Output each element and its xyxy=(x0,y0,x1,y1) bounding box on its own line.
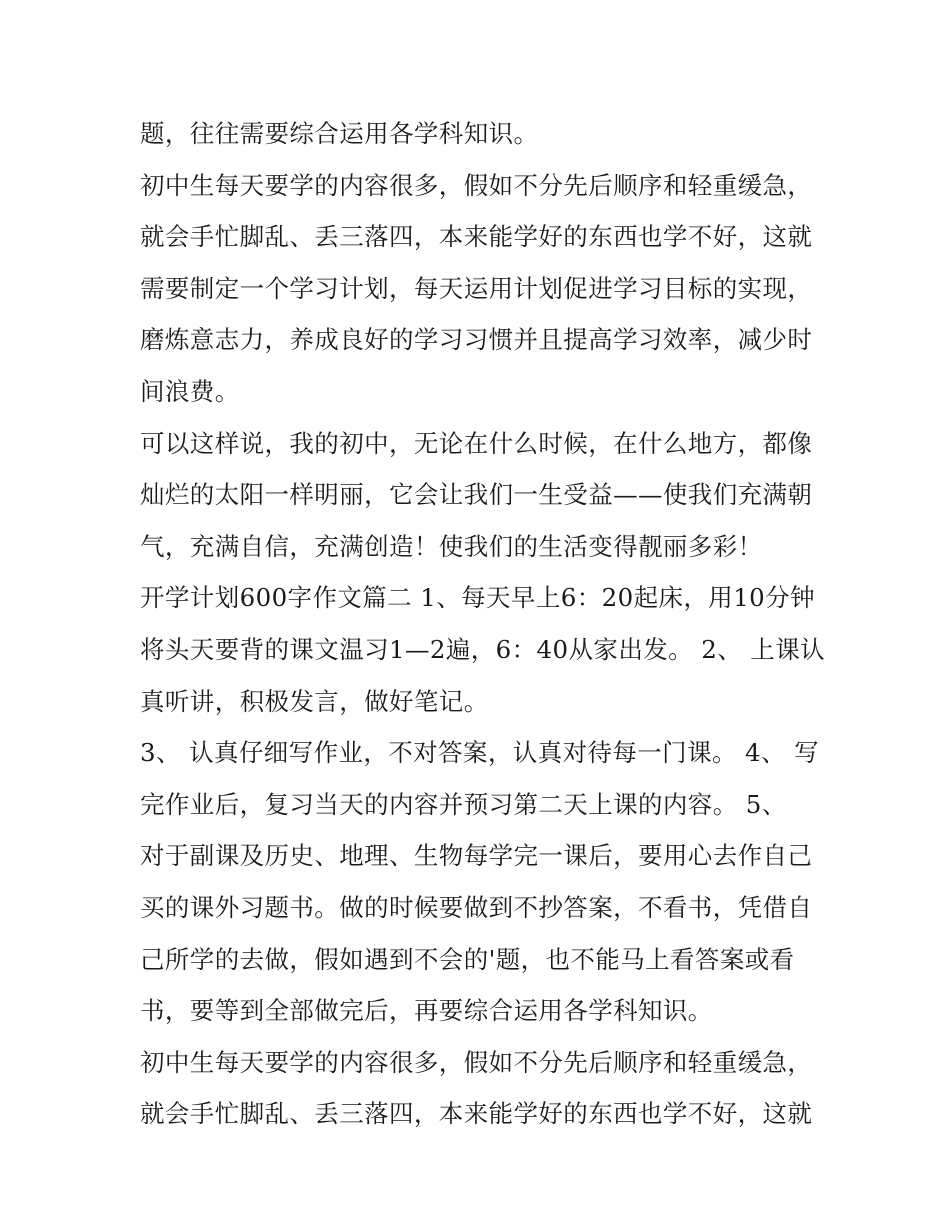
text-line: 买的课外习题书。做的时候要做到不抄答案，不看书，凭借自 xyxy=(140,892,813,922)
text-line: 对于副课及历史、地理、生物每学完一课后，要用心去作自己 xyxy=(140,841,813,871)
text-line: 初中生每天要学的内容很多，假如不分先后顺序和轻重缓急， xyxy=(140,1047,813,1077)
text-line: 3、 认真仔细写作业，不对答案，认真对待每一门课。 4、 写 xyxy=(140,738,820,768)
text-line: 就会手忙脚乱、丢三落四，本来能学好的东西也学不好，这就 xyxy=(140,222,813,252)
text-line: 真听讲，积极发言，做好笔记。 xyxy=(140,686,489,716)
text-line: 题，往往需要综合运用各学科知识。 xyxy=(140,119,539,148)
text-line: 磨炼意志力，养成良好的学习习惯并且提高学习效率，减少时 xyxy=(140,325,813,355)
text-line: 需要制定一个学习计划，每天运用计划促进学习目标的实现， xyxy=(140,273,813,303)
text-line: 可以这样说，我的初中，无论在什么时候，在什么地方，都像 xyxy=(140,428,813,458)
text-line: 就会手忙脚乱、丢三落四，本来能学好的东西也学不好，这就 xyxy=(140,1099,813,1129)
text-line: 间浪费。 xyxy=(140,376,240,406)
text-line: 初中生每天要学的内容很多，假如不分先后顺序和轻重缓急， xyxy=(140,170,813,200)
text-line: 完作业后，复习当天的内容并预习第二天上课的内容。 5、 xyxy=(140,789,787,819)
text-line: 开学计划600字作文篇二 1、每天早上6：20起床，用10分钟 xyxy=(140,583,815,613)
document-body xyxy=(140,108,825,1140)
text-line: 气，充满自信，充满创造！使我们的生活变得靓丽多彩！ xyxy=(140,531,763,561)
text-line: 将头天要背的课文温习1—2遍，6：40从家出发。 2、 上课认 xyxy=(140,634,825,664)
text-line: 己所学的去做，假如遇到不会的'题，也不能马上看答案或看 xyxy=(140,944,795,974)
text-line: 书，要等到全部做完后，再要综合运用各学科知识。 xyxy=(140,996,713,1026)
text-line: 灿烂的太阳一样明丽，它会让我们一生受益——使我们充满朝 xyxy=(140,480,813,510)
